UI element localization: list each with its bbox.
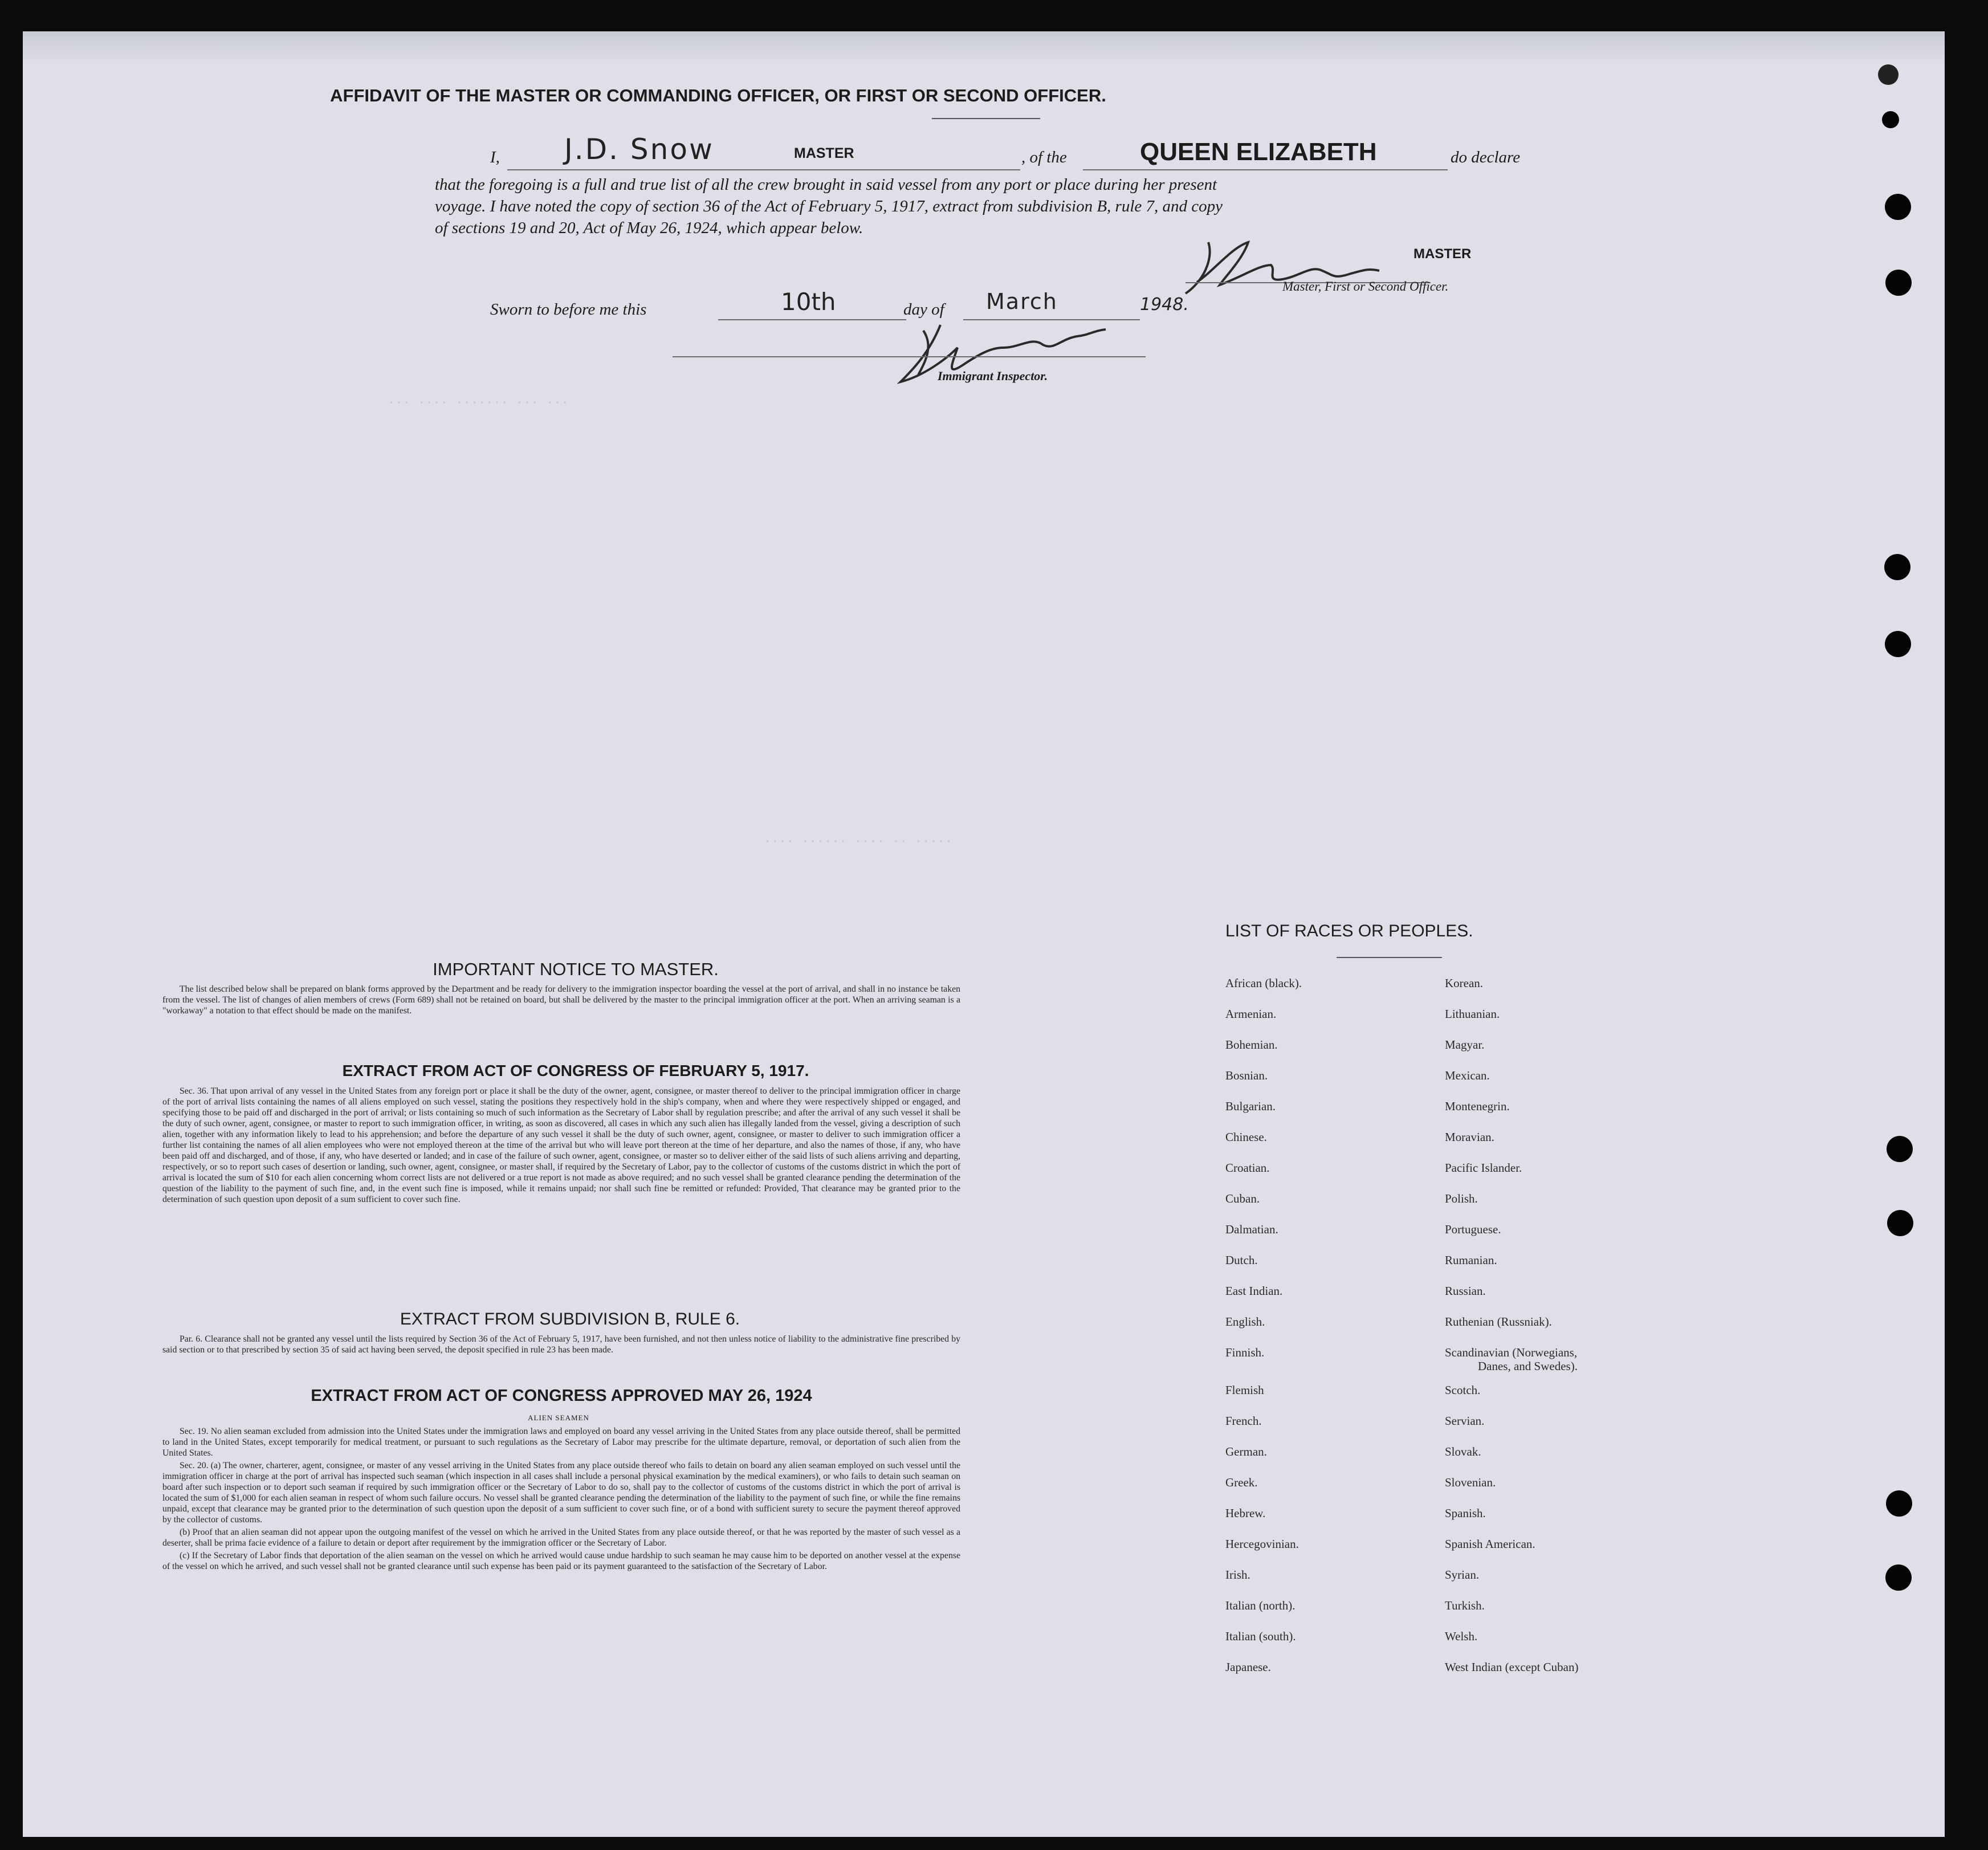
race-item: Moravian. <box>1445 1130 1494 1144</box>
race-item: Welsh. <box>1445 1629 1478 1643</box>
document-page <box>23 31 1945 1837</box>
race-item: Lithuanian. <box>1445 1007 1500 1021</box>
race-item: Russian. <box>1445 1284 1486 1298</box>
affidavit-line-2: voyage. I have noted the copy of section 36 of the Act of February 5, 1917, extract from subdivision B, rule 7, and copy <box>435 197 1223 215</box>
binder-hole-3 <box>1884 554 1910 580</box>
race-item: Italian (south). <box>1225 1629 1296 1643</box>
binder-hole-8 <box>1885 1564 1912 1591</box>
binder-hole-10 <box>1882 111 1899 128</box>
race-item: Rumanian. <box>1445 1253 1497 1267</box>
race-item: Cuban. <box>1225 1192 1260 1205</box>
race-item-continuation: Danes, and Swedes). <box>1478 1359 1578 1373</box>
alien-seamen-subtitle: ALIEN SEAMEN <box>528 1413 589 1422</box>
vessel-name: QUEEN ELIZABETH <box>1140 138 1377 166</box>
race-item: Bulgarian. <box>1225 1099 1276 1113</box>
race-item: Pacific Islander. <box>1445 1161 1522 1175</box>
vessel-line <box>1083 169 1448 170</box>
binder-hole-6 <box>1887 1210 1913 1236</box>
rule-6-title: EXTRACT FROM SUBDIVISION B, RULE 6. <box>400 1310 740 1329</box>
extract-1924-title: EXTRACT FROM ACT OF CONGRESS APPROVED MAY 26, 1924 <box>311 1387 812 1405</box>
of-the-label: , of the <box>1021 148 1067 166</box>
extract-1924-text <box>162 1426 960 1574</box>
race-item: Montenegrin. <box>1445 1099 1510 1113</box>
extract-1917-text <box>162 1086 960 1207</box>
race-item: Scotch. <box>1445 1383 1481 1397</box>
affidavit-lead-in: I, <box>490 148 500 166</box>
races-title: LIST OF RACES OR PEOPLES. <box>1225 922 1473 940</box>
race-item: Hebrew. <box>1225 1506 1266 1520</box>
section-20a-paragraph: Sec. 20. (a) The owner, charterer, agent, consignee, or master of any vessel arriving in the United States from any place outside thereof who fails to detain on board any alien seaman employed on such vessel until the immigration officer in charge at the port of arrival has inspected such seaman (which inspection in all cases shall include a personal physical examination by the medical examiners), or who fails to detain such seaman on board after such inspection or to deport such seaman if required by such immigration officer or the Secretary of Labor to do so, shall pay to the collector of customs of the customs district in which the port of arrival is located the sum of $1,000 for each alien seaman in respect of whom such failure occurs. No vessel shall be granted clearance pending the determination of the liability to the payment of such fine, or while the fine remains unpaid, except that clearance may be granted prior to the determination of such question upon the deposit of a sum sufficient to cover such fine, or of a bond with sufficient surety to secure the payment thereof approved by the collector of customs. <box>162 1461 960 1525</box>
affidavit-title: AFFIDAVIT OF THE MASTER OR COMMANDING OFFICER, OR FIRST OR SECOND OFFICER. <box>330 85 1106 105</box>
bleed-through: ··· ···· ······· ··· ··· <box>388 396 569 410</box>
race-item: West Indian (except Cuban) <box>1445 1660 1579 1674</box>
day-of-label: day of <box>903 300 944 319</box>
binder-hole-9 <box>1878 64 1899 85</box>
binder-hole-5 <box>1887 1136 1913 1162</box>
race-item: Magyar. <box>1445 1038 1485 1052</box>
race-item: Ruthenian (Russniak). <box>1445 1315 1552 1329</box>
race-item: Slovenian. <box>1445 1476 1496 1489</box>
race-item: Syrian. <box>1445 1568 1480 1582</box>
race-item: Portuguese. <box>1445 1223 1501 1236</box>
binder-hole-1 <box>1885 194 1911 220</box>
bleed-through: ···· ······ ···· ·· ····· <box>764 835 953 849</box>
section-19-paragraph: Sec. 19. No alien seaman excluded from admission into the United States under the immigration laws and employed on board any vessel arriving in the United States from any place outside thereof, shall be permitted to land in the United States, except temporarily for medical treatment, or pursuant to such regulations as the Secretary of Labor may prescribe for the ultimate departure, removal, or deportation of such alien from the United States. <box>162 1427 960 1458</box>
rule-6-paragraph: Par. 6. Clearance shall not be granted any vessel until the lists required by Section 36 of the Act of February 5, 1917, have been furnished, and not then unless notice of liability to the administrative fine prescribed by said section or to that prescribed by section 35 of said act having been served, the deposit specified in rule 23 has been made. <box>162 1334 960 1355</box>
race-item: Korean. <box>1445 976 1484 990</box>
notice-text <box>162 984 960 1018</box>
race-item: Japanese. <box>1225 1660 1271 1674</box>
section-20b-paragraph: (b) Proof that an alien seaman did not appear upon the outgoing manifest of the vessel on which he arrived in the United States from any place outside thereof, or that he was reported by the master of such vessel as a deserter, shall be prima facie evidence of a failure to detain or deport after requirement by the immigration officer or the Secretary of Labor. <box>162 1527 960 1548</box>
race-item: Servian. <box>1445 1414 1485 1428</box>
do-declare-label: do declare <box>1451 148 1521 166</box>
race-item: Irish. <box>1225 1568 1250 1582</box>
section-20c-paragraph: (c) If the Secretary of Labor finds that deportation of the alien seaman on the vessel on which he arrived would cause undue hardship to such seaman he may cause him to be deported on another vessel at the expense of the vessel on which he arrived, and such vessel shall not be granted clearance until such expense has been paid or its payment guaranteed to the satisfaction of the Secretary of Labor. <box>162 1551 960 1571</box>
race-item: Mexican. <box>1445 1069 1490 1082</box>
master-name: J.D. Snow <box>564 133 714 166</box>
race-item: English. <box>1225 1315 1265 1329</box>
race-item: Bosnian. <box>1225 1069 1268 1082</box>
race-item: Croatian. <box>1225 1161 1270 1175</box>
race-item: Chinese. <box>1225 1130 1267 1144</box>
race-item: Flemish <box>1225 1383 1264 1397</box>
race-item: Armenian. <box>1225 1007 1277 1021</box>
day-line <box>718 319 906 320</box>
affidavit-line-1: that the foregoing is a full and true list of all the crew brought in said vessel from any port or place during her present <box>435 176 1217 194</box>
binder-hole-7 <box>1886 1490 1912 1517</box>
title-rule <box>932 118 1040 119</box>
race-item: Hercegovinian. <box>1225 1537 1299 1551</box>
race-item: French. <box>1225 1414 1262 1428</box>
name-line <box>507 169 1020 170</box>
race-item: Turkish. <box>1445 1599 1485 1612</box>
race-item: Bohemian. <box>1225 1038 1278 1052</box>
race-item: Greek. <box>1225 1476 1258 1489</box>
inspector-caption: Immigrant Inspector. <box>938 369 1048 383</box>
race-item: East Indian. <box>1225 1284 1283 1298</box>
race-item: Dutch. <box>1225 1253 1258 1267</box>
race-item: Finnish. <box>1225 1346 1265 1359</box>
binder-hole-4 <box>1885 631 1911 657</box>
extract-1917-title: EXTRACT FROM ACT OF CONGRESS OF FEBRUARY 5, 1917. <box>342 1062 809 1079</box>
race-item: African (black). <box>1225 976 1302 990</box>
sworn-month: March <box>986 289 1058 314</box>
sworn-year: 1948. <box>1140 295 1189 315</box>
affidavit-line-3: of sections 19 and 20, Act of May 26, 1924, which appear below. <box>435 219 863 237</box>
race-item: German. <box>1225 1445 1267 1458</box>
race-item: Italian (north). <box>1225 1599 1296 1612</box>
races-title-rule <box>1337 957 1442 958</box>
race-item: Spanish. <box>1445 1506 1486 1520</box>
rule-6-text <box>162 1334 960 1357</box>
notice-paragraph: The list described below shall be prepared on blank forms approved by the Department and be ready for delivery to the immigration inspector boarding the vessel at the port of arrival, and shall in no instance be taken from the vessel. The list of changes of alien members of crews (Form 689) shall not be retained on board, but shall be delivered by the master to the principal immigration officer at the port. When an arriving seaman is a "workaway" a notation to that effect should be made on the manifest. <box>162 984 960 1016</box>
rank-label: MASTER <box>794 145 854 161</box>
signer-caption: Master, First or Second Officer. <box>1282 279 1449 294</box>
race-item: Spanish American. <box>1445 1537 1535 1551</box>
race-item: Dalmatian. <box>1225 1223 1278 1236</box>
race-item: Scandinavian (Norwegians, <box>1445 1346 1578 1359</box>
race-item: Polish. <box>1445 1192 1478 1205</box>
sworn-day: 10th <box>781 288 836 316</box>
sworn-label: Sworn to before me this <box>490 300 647 319</box>
signer-rank: MASTER <box>1413 246 1472 262</box>
binder-hole-2 <box>1885 270 1912 296</box>
notice-title: IMPORTANT NOTICE TO MASTER. <box>433 959 719 979</box>
inspector-line <box>673 356 1146 357</box>
race-item: Slovak. <box>1445 1445 1481 1458</box>
section-36-paragraph: Sec. 36. That upon arrival of any vessel in the United States from any foreign port or place it shall be the duty of the owner, agent, consignee, or master thereof to deliver to the principal immigration officer in charge of the port of arrival lists containing the names of all aliens employed on such vessel, stating the positions they respectively hold in the ship's company, when and where they were respectively shipped or engaged, and specifying those to be paid off and discharged in the port of arrival; or lists containing so much of such information as the Secretary of Labor shall by regulation prescribe; and after the arrival of any such vessel it shall be the duty of such owner, agent, consignee, or master to report to such immigration officer, in writing, as soon as discovered, all cases in which any such alien has illegally landed from the vessel, giving a description of such alien, together with any information likely to lead to his apprehension; and before the departure of any such vessel it shall be the duty of such owner, agent, consignee, or master to deliver to such immigration officer a further list containing the names of all alien employees who were not employed thereon at the time of the arrival but who will leave port thereon at the time of her departure, and also the names of those, if any, who have been paid off and discharged, and of those, if any, who have deserted or landed; and in case of the failure of such owner, agent, consignee, or master so to deliver either of the said lists of such aliens arriving and departing, respectively, or so to report such cases of desertion or landing, such owner, agent, consignee, or master shall, if required by the Secretary of Labor, pay to the collector of customs of the customs district in which the port of arrival is located the sum of $10 for each alien concerning whom correct lists are not delivered or a true report is not made as above required; and no such vessel shall be granted clearance pending the determination of the question of the liability to the payment of such fine, and, in the event such fine is imposed, while it remains unpaid; nor shall such fine be remitted or refunded: Provided, That clearance may be granted prior to the determination of such question upon deposit of a sum sufficient to cover such fine. <box>162 1086 960 1204</box>
